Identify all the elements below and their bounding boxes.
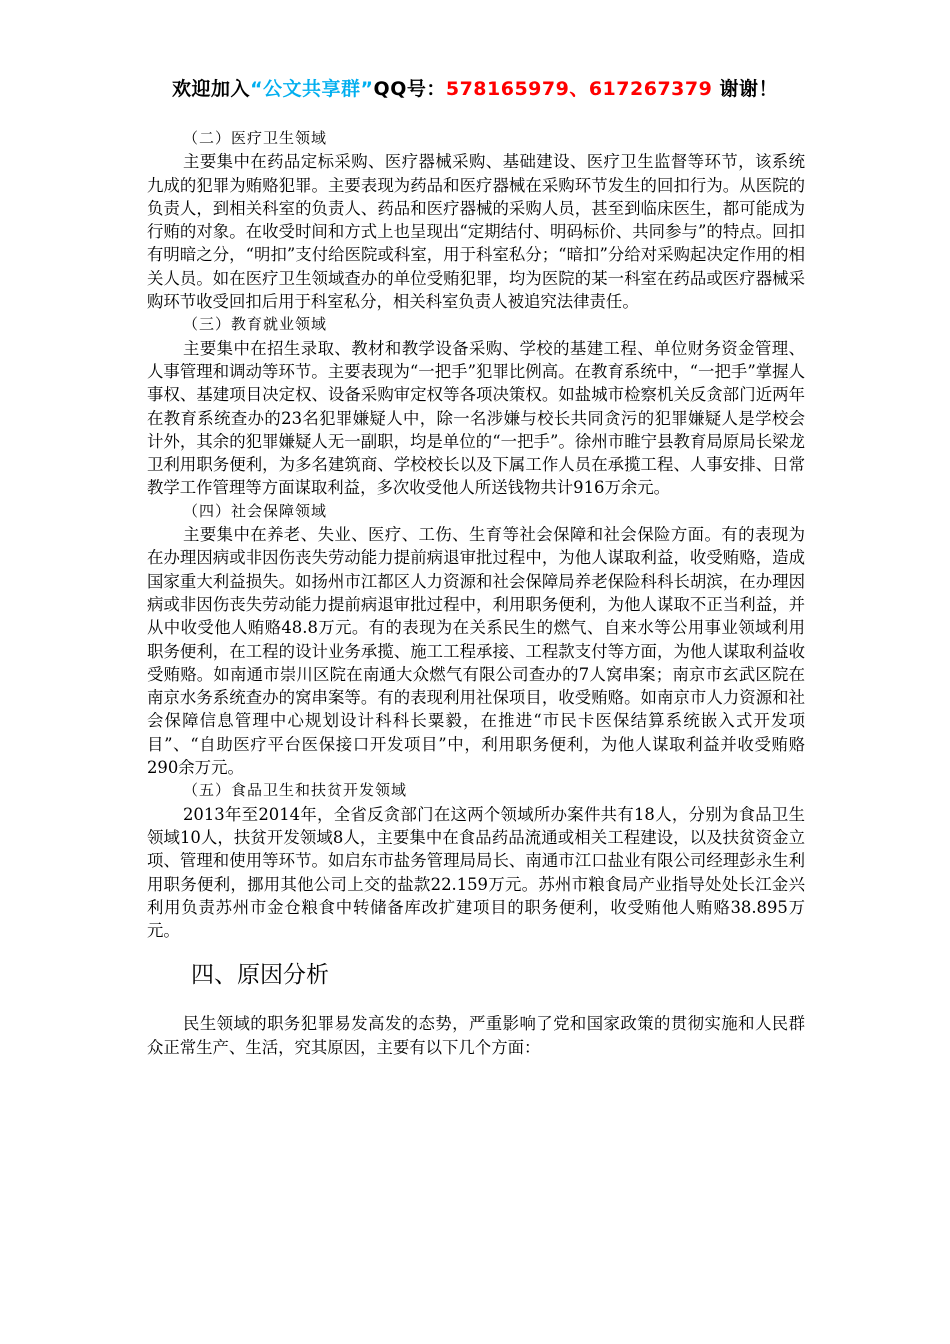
banner-group-name: “公文共享群” — [250, 78, 374, 100]
section-heading-medical: （二）医疗卫生领域 — [183, 129, 328, 147]
section-heading-education: （三）教育就业领域 — [183, 315, 328, 334]
banner-qq-numbers: 578165979、617267379 — [445, 78, 713, 100]
banner-prefix: 欢迎加入 — [172, 78, 251, 100]
promo-banner — [0, 74, 950, 101]
section-body-social-security: 主要集中在养老、失业、医疗、工伤、生育等社会保障和社会保险方面。有的表现为在办理因病或非因伤丧失劳动能力提前病退审批过程中，为他人谋取利益，收受贿赂，造成国家重大利益损失。如扬州市江都区人力资源和社会保障局养老保险科科长胡滨，在办理因病或非因伤丧失劳动能力提前病退审批过程中，利用职务便利，为他人谋取不正当利益，并从中收受他人贿赂48.8万元。有的表现为在关系民生的燃气、自来水等公用事业领域利用职务便利，在工程的设计业务承揽、施工工程承接、工程款支付等方面，为他人谋取利益收受贿赂。如南通市崇川区院在南通大众燃气有限公司查办的7人窝串案；南京市玄武区院在南京水务系统查办的窝串案等。有的表现利用社保项目，收受贿赂。如南京市人力资源和社会保障信息管理中心规划设计科科长粟毅，在推进“市民卡医保结算系统嵌入式开发项目”、“自助医疗平台医保接口开发项目”中，利用职务便利，为他人谋取利益并收受贿赂290余万元。 — [147, 525, 805, 778]
document-body — [147, 127, 805, 1059]
section-body-education: 主要集中在招生录取、教材和教学设备采购、学校的基建工程、单位财务资金管理、人事管理和调动等环节。主要表现为“一把手”犯罪比例高。在教育系统中，“一把手”掌握人事权、基建项目决定权、设备采购审定权等各项决策权。如盐城市检察机关反贪部门近两年在教育系统查办的23名犯罪嫌疑人中，除一名涉嫌与校长共同贪污的犯罪嫌疑人是学校会计外，其余的犯罪嫌疑人无一副职，均是单位的“一把手”。徐州市睢宁县教育局原局长梁龙卫利用职务便利，为多名建筑商、学校校长以及下属工作人员在承揽工程、人事安排、日常教学工作管理等方面谋取利益，多次收受他人所送钱物共计916万余元。 — [147, 338, 805, 498]
chapter-intro: 民生领域的职务犯罪易发高发的态势，严重影响了党和国家政策的贯彻实施和人民群众正常生产、生活，究其原因，主要有以下几个方面： — [147, 1014, 805, 1057]
section-heading-food-poverty: （五）食品卫生和扶贫开发领域 — [183, 781, 408, 800]
banner-suffix: 谢谢！ — [712, 78, 778, 100]
chapter-title: 四、原因分析 — [191, 962, 329, 989]
section-body-food-poverty: 2013年至2014年，全省反贪部门在这两个领域所办案件共有18人，分别为食品卫生领域10人，扶贫开发领域8人，主要集中在食品药品流通或相关工程建设，以及扶贫资金立项、管理和使用等环节。如启东市盐务管理局局长、南通市江口盐业有限公司经理彭永生利用职务便利，挪用其他公司上交的盐款22.159万元。苏州市粮食局产业指导处处长江金兴利用负责苏州市金仓粮食中转储备库改扩建项目的职务便利，收受贿他人贿赂38.895万元。 — [147, 804, 805, 941]
banner-qq-label: QQ号： — [373, 78, 446, 100]
section-body-medical: 主要集中在药品定标采购、医疗器械采购、基础建设、医疗卫生监督等环节，该系统九成的犯罪为贿赂犯罪。主要表现为药品和医疗器械在采购环节发生的回扣行为。从医院的负责人，到相关科室的负责人、药品和医疗器械的采购人员，甚至到临床医生，都可能成为行贿的对象。在收受时间和方式上也呈现出“定期结付、明码标价、共同参与”的特点。回扣有明暗之分，“明扣”支付给医院或科室，用于科室私分；“暗扣”分给对采购起决定作用的相关人员。如在医疗卫生领域查办的单位受贿犯罪，均为医院的某一科室在药品或医疗器械采购环节收受回扣后用于科室私分，相关科室负责人被追究法律责任。 — [147, 152, 805, 312]
section-heading-social-security: （四）社会保障领域 — [183, 501, 328, 520]
